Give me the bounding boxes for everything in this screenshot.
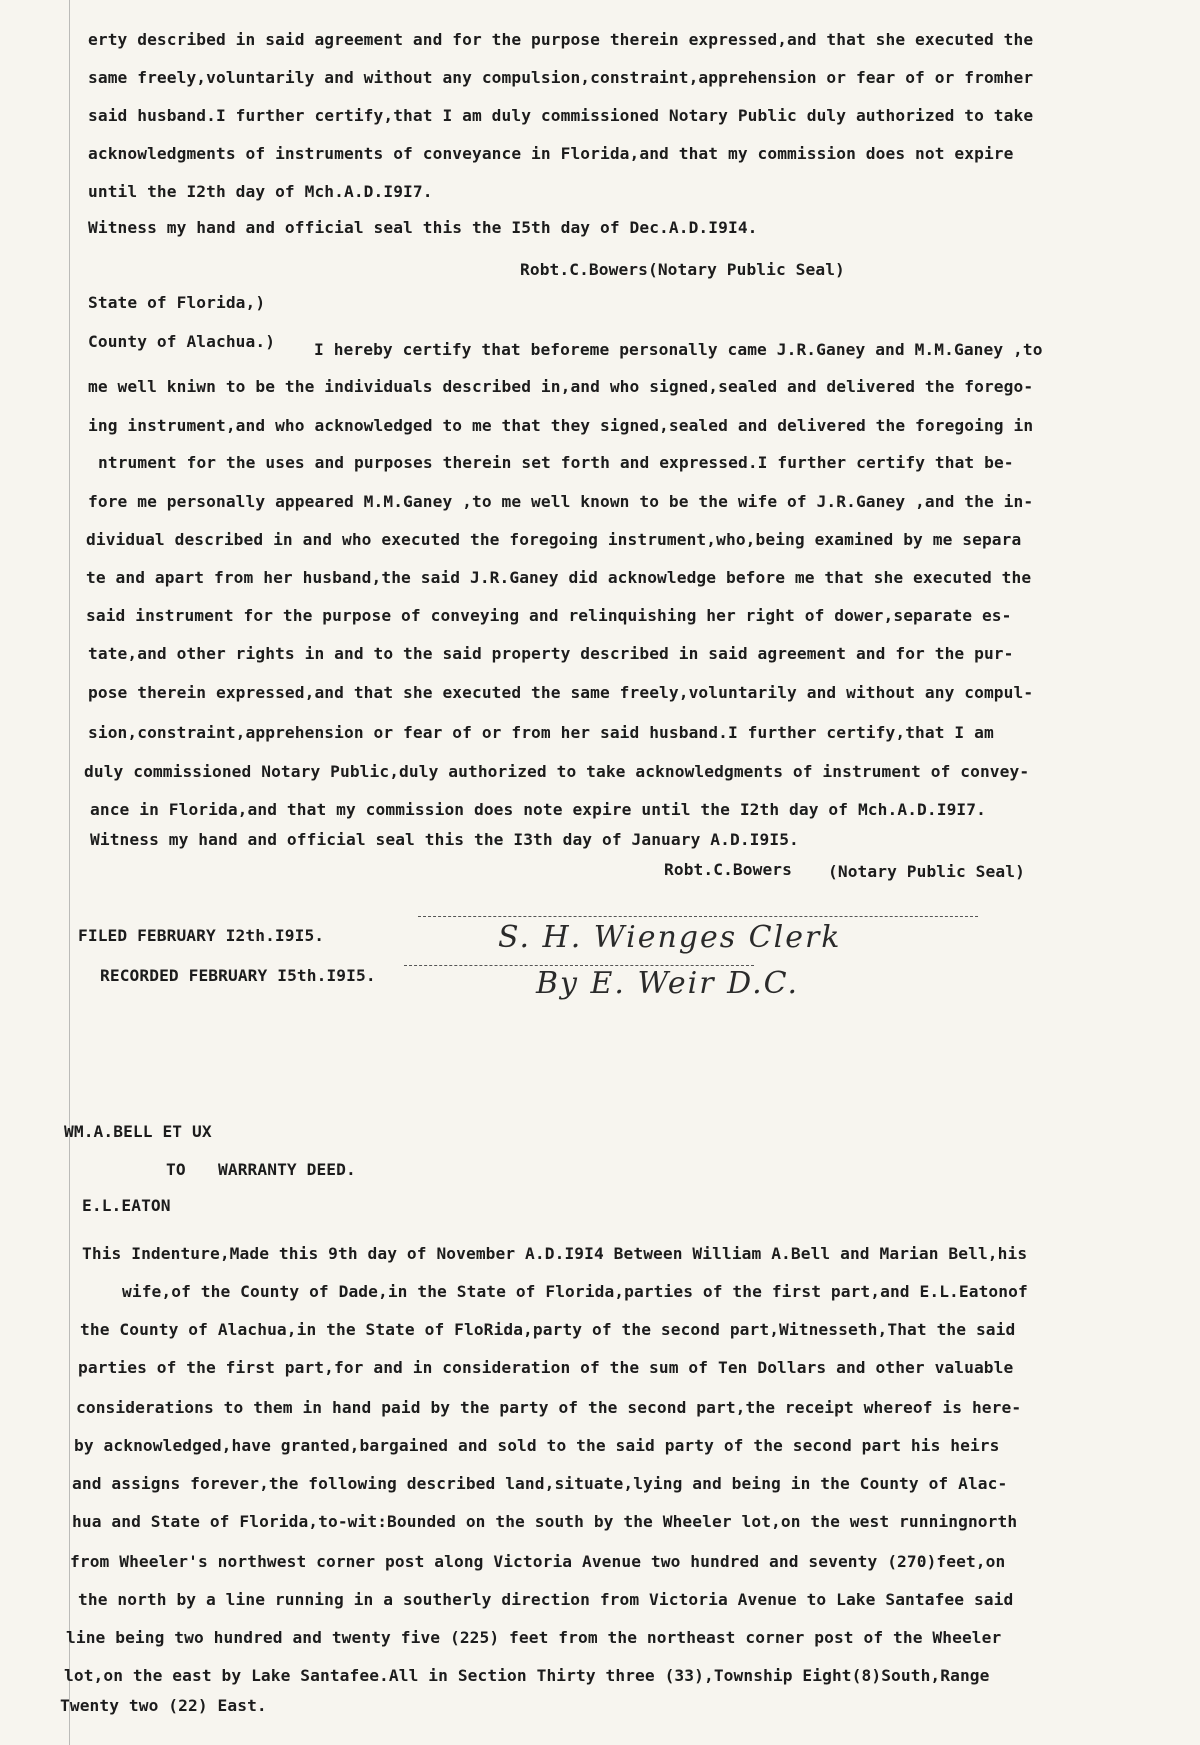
deed-line: and assigns forever,the following described land,situate,lying and being in the County of Alac- [72, 1474, 1008, 1493]
deed-line: the north by a line running in a southerly direction from Victoria Avenue to Lake Santafee said [78, 1590, 1014, 1609]
top-cert-line: Witness my hand and official seal this the I5th day of Dec.A.D.I9I4. [88, 218, 758, 237]
top-cert-line: said husband.I further certify,that I am duly commissioned Notary Public duly authorized to take [88, 106, 1034, 125]
second-cert-line: fore me personally appeared M.M.Ganey ,to me well known to be the wife of J.R.Ganey ,and the in- [88, 492, 1034, 511]
deed-line: Twenty two (22) East. [60, 1696, 267, 1715]
second-cert-line: said instrument for the purpose of conveying and relinquishing her right of dower,separate es- [86, 606, 1012, 625]
clerk-signature-line [418, 916, 978, 917]
second-cert-line: sion,constraint,apprehension or fear of or from her said husband.I further certify,that I am [88, 723, 994, 742]
second-cert-line: tate,and other rights in and to the said property described in said agreement and for the pur- [88, 644, 1014, 663]
deputy-signature: By E. Weir D.C. [536, 966, 800, 1001]
second-cert-line: ance in Florida,and that my commission does note expire until the I2th day of Mch.A.D.I9I7. [90, 800, 986, 819]
second-cert-line: Witness my hand and official seal this the I3th day of January A.D.I9I5. [90, 830, 799, 849]
deed-line: parties of the first part,for and in consideration of the sum of Ten Dollars and other valuable [78, 1358, 1014, 1377]
filed-date: FILED FEBRUARY I2th.I9I5. [78, 926, 325, 945]
second-cert-line: ing instrument,and who acknowledged to me that they signed,sealed and delivered the foregoing in [88, 416, 1034, 435]
second-cert-line: dividual described in and who executed the foregoing instrument,who,being examined by me separa [86, 530, 1022, 549]
deed-line: wife,of the County of Dade,in the State of Florida,parties of the first part,and E.L.Eatonof [122, 1282, 1028, 1301]
notary-signature: Robt.C.Bowers(Notary Public Seal) [520, 260, 845, 279]
second-notary-seal: (Notary Public Seal) [828, 862, 1025, 881]
top-cert-line: until the I2th day of Mch.A.D.I9I7. [88, 182, 433, 201]
deed-line: This Indenture,Made this 9th day of November A.D.I9I4 Between William A.Bell and Marian Bell,his [82, 1244, 1028, 1263]
deed-to: TO [166, 1160, 186, 1179]
clerk-signature: S. H. Wienges Clerk [498, 920, 842, 955]
deed-line: lot,on the east by Lake Santafee.All in Section Thirty three (33),Township Eight(8)South,Range [64, 1666, 990, 1685]
deed-line: hua and State of Florida,to-wit:Bounded on the south by the Wheeler lot,on the west runningnorth [72, 1512, 1018, 1531]
top-cert-line: same freely,voluntarily and without any compulsion,constraint,apprehension or fear of or fromher [88, 68, 1034, 87]
deed-grantor: WM.A.BELL ET UX [64, 1122, 212, 1141]
left-margin-rule [69, 0, 70, 1745]
second-cert-line: I hereby certify that beforeme personally came J.R.Ganey and M.M.Ganey ,to [314, 340, 1043, 359]
venue-state: State of Florida,) [88, 293, 266, 312]
deed-line: by acknowledged,have granted,bargained and sold to the said party of the second part his heirs [74, 1436, 1000, 1455]
top-cert-line: erty described in said agreement and for the purpose therein expressed,and that she executed the [88, 30, 1034, 49]
deed-type: WARRANTY DEED. [218, 1160, 356, 1179]
second-cert-line: te and apart from her husband,the said J.R.Ganey did acknowledge before me that she executed the [86, 568, 1032, 587]
venue-county: County of Alachua.) [88, 332, 276, 351]
deed-line: considerations to them in hand paid by the party of the second part,the receipt whereof is here- [76, 1398, 1022, 1417]
deed-line: line being two hundred and twenty five (225) feet from the northeast corner post of the Wheeler [66, 1628, 1002, 1647]
deed-line: the County of Alachua,in the State of FloRida,party of the second part,Witnesseth,That the said [80, 1320, 1016, 1339]
second-cert-line: duly commissioned Notary Public,duly authorized to take acknowledgments of instrument of convey- [84, 762, 1030, 781]
recorded-date: RECORDED FEBRUARY I5th.I9I5. [100, 966, 376, 985]
second-cert-line: pose therein expressed,and that she executed the same freely,voluntarily and without any compul- [88, 683, 1034, 702]
deed-line: from Wheeler's northwest corner post along Victoria Avenue two hundred and seventy (270)feet,on [70, 1552, 1006, 1571]
second-cert-line: me well kniwn to be the individuals described in,and who signed,sealed and delivered the forego- [88, 377, 1034, 396]
deed-grantee: E.L.EATON [82, 1196, 171, 1215]
second-cert-line: ntrument for the uses and purposes therein set forth and expressed.I further certify that be- [98, 453, 1014, 472]
second-notary-name: Robt.C.Bowers [664, 860, 792, 879]
top-cert-line: acknowledgments of instruments of conveyance in Florida,and that my commission does not expire [88, 144, 1014, 163]
